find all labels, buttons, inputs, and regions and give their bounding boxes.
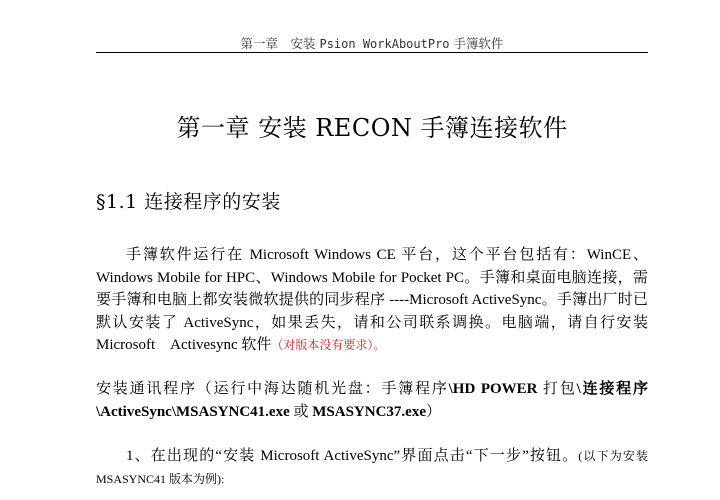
install-end: ） bbox=[426, 403, 442, 420]
chapter-title: 第一章 安装 RECON 手簿连接软件 bbox=[176, 114, 568, 142]
running-header bbox=[96, 34, 648, 52]
step1-note: (以下为安装 MSASYNC41 版本为例): bbox=[96, 449, 648, 486]
section-title: §1.1 连接程序的安装 bbox=[96, 191, 281, 213]
install-mid: 打包 bbox=[537, 381, 577, 397]
paragraph-step1 bbox=[96, 445, 648, 490]
install-or: 或 bbox=[289, 403, 313, 420]
version-note: （对版本没有要求）。 bbox=[271, 338, 386, 353]
paragraph-install-path bbox=[96, 378, 648, 423]
step1-text: 1、在出现的“安装 Microsoft ActiveSync”界面点击“下一步”按钮。 bbox=[126, 448, 579, 464]
header-suffix: 手簿软件 bbox=[453, 36, 504, 51]
path-hd-power: \HD POWER bbox=[448, 381, 538, 397]
header-prefix: 第一章 安装 bbox=[240, 36, 316, 51]
path-msasync37: MSASYNC37.exe bbox=[312, 403, 426, 420]
header-rule bbox=[96, 52, 648, 53]
header-mono: Psion WorkAboutPro bbox=[319, 37, 450, 51]
paragraph-intro-text: 手簿软件运行在 Microsoft Windows CE 平台，这个平台包括有：WinCE、Windows Mobile for HPC、Windows Mobile for Pocket PC。手簿和桌面电脑连接，需要手簿和电脑上都安装微软提供的同步程序 ----Microsoft ActiveSync。手簿出厂时已默认安装了 ActiveSync，如果丢失，请和公司联系调换。电脑端，请自行安装 Microsoft Activesync 软件 bbox=[96, 247, 648, 354]
paragraph-intro bbox=[96, 244, 648, 357]
path-activesync: \连接程序\ActiveSync\MSASYNC41.exe bbox=[96, 381, 648, 420]
install-lead: 安装通讯程序（运行中海达随机光盘：手簿程序 bbox=[96, 381, 449, 397]
